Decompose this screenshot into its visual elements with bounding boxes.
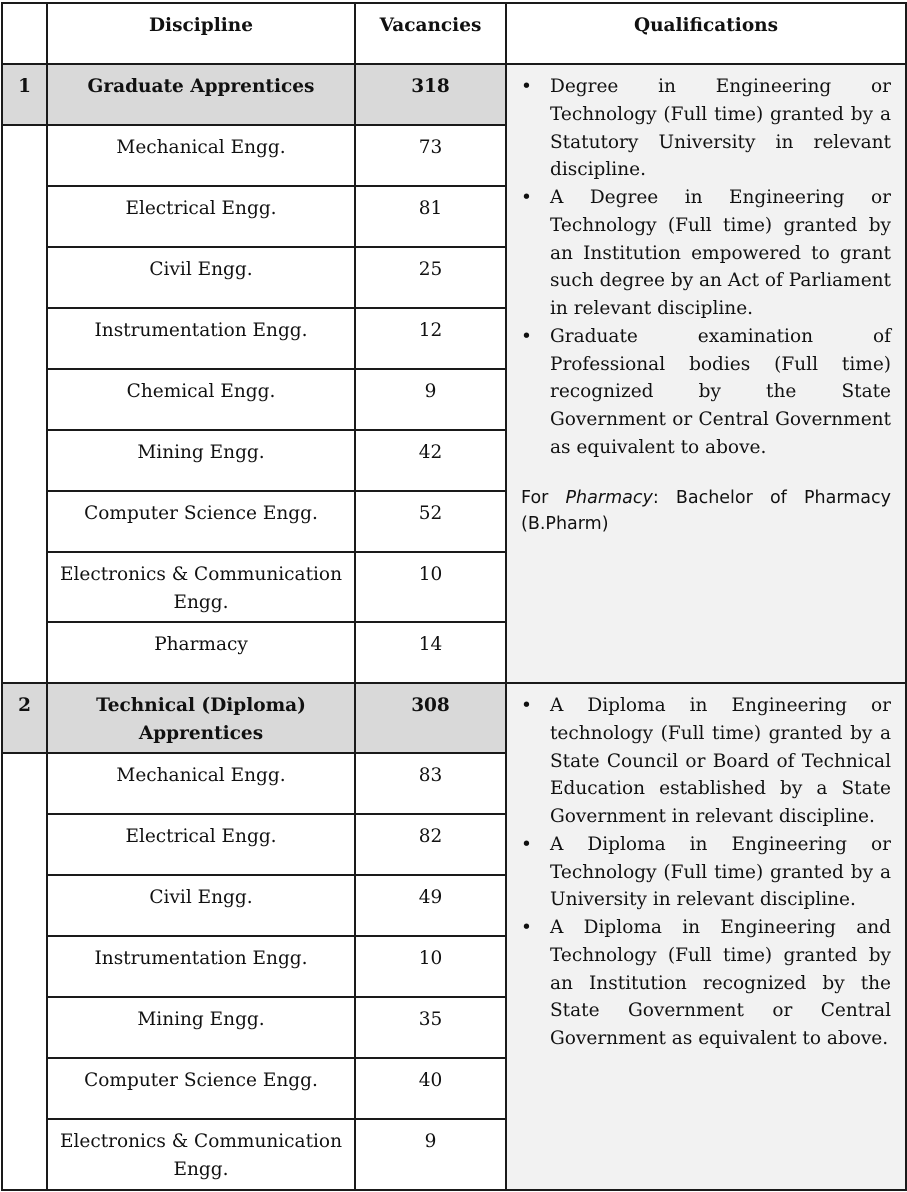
qualification-item: • A Degree in Engineering or Technology (Full time) granted by an Institution empowered to grant such degree by an Act of Parliament in relevant discipline. <box>521 184 891 323</box>
discipline-cell: Computer Science Engg. <box>47 491 355 552</box>
vacancy-table <box>1 2 907 1191</box>
vacancies-cell: 49 <box>355 875 506 936</box>
discipline-cell: Mining Engg. <box>47 430 355 491</box>
qualification-item: • Degree in Engineering or Technology (Full time) granted by a Statutory University in relevant discipline. <box>521 73 891 184</box>
discipline-cell: Computer Science Engg. <box>47 1058 355 1119</box>
vacancies-cell: 9 <box>355 1119 506 1190</box>
blank-number-cell <box>2 125 47 683</box>
section-title: Technical (Diploma) Apprentices <box>47 683 355 753</box>
discipline-cell: Civil Engg. <box>47 247 355 308</box>
qualifications-cell <box>506 683 906 1190</box>
section-number: 1 <box>2 64 47 125</box>
discipline-cell: Civil Engg. <box>47 875 355 936</box>
discipline-cell: Chemical Engg. <box>47 369 355 430</box>
vacancies-cell: 12 <box>355 308 506 369</box>
vacancies-cell: 10 <box>355 552 506 622</box>
header-discipline: Discipline <box>47 3 355 64</box>
header-number <box>2 3 47 64</box>
section-row <box>2 64 906 125</box>
pharmacy-note-suffix: : Bachelor of Pharmacy (B.Pharm) <box>521 487 891 534</box>
pharmacy-note-prefix: For <box>521 487 566 508</box>
header-vacancies: Vacancies <box>355 3 506 64</box>
vacancies-cell: 82 <box>355 814 506 875</box>
discipline-cell: Mining Engg. <box>47 997 355 1058</box>
discipline-cell: Mechanical Engg. <box>47 753 355 814</box>
discipline-cell: Pharmacy <box>47 622 355 683</box>
blank-number-cell <box>2 753 47 1190</box>
qualification-item: • A Diploma in Engineering and Technology (Full time) granted by an Institution recognized by the State Government or Central Government as equivalent to above. <box>521 914 891 1053</box>
vacancies-cell: 25 <box>355 247 506 308</box>
vacancies-cell: 81 <box>355 186 506 247</box>
vacancies-cell: 73 <box>355 125 506 186</box>
discipline-cell: Instrumentation Engg. <box>47 308 355 369</box>
qualification-list <box>521 73 891 462</box>
discipline-cell: Electronics & Communication Engg. <box>47 1119 355 1190</box>
vacancies-cell: 9 <box>355 369 506 430</box>
discipline-cell: Electrical Engg. <box>47 814 355 875</box>
section-row <box>2 683 906 753</box>
discipline-cell: Electronics & Communication Engg. <box>47 552 355 622</box>
section-number: 2 <box>2 683 47 753</box>
vacancies-cell: 10 <box>355 936 506 997</box>
discipline-cell: Instrumentation Engg. <box>47 936 355 997</box>
qualification-item: • A Diploma in Engineering or technology (Full time) granted by a State Council or Board of Technical Education established by a State Government in relevant discipline. <box>521 692 891 831</box>
header-qualifications: Qualifications <box>506 3 906 64</box>
vacancies-cell: 14 <box>355 622 506 683</box>
vacancies-cell: 35 <box>355 997 506 1058</box>
section-total: 308 <box>355 683 506 753</box>
vacancies-cell: 42 <box>355 430 506 491</box>
discipline-cell: Mechanical Engg. <box>47 125 355 186</box>
qualifications-cell <box>506 64 906 683</box>
qualification-list <box>521 692 891 1053</box>
discipline-cell: Electrical Engg. <box>47 186 355 247</box>
pharmacy-note-italic: Pharmacy <box>565 487 653 508</box>
qualification-item: • A Diploma in Engineering or Technology (Full time) granted by a University in relevant discipline. <box>521 831 891 914</box>
vacancies-cell: 83 <box>355 753 506 814</box>
vacancies-cell: 52 <box>355 491 506 552</box>
qualification-item: • Graduate examination of Professional bodies (Full time) recognized by the State Government or Central Government as equivalent to above. <box>521 323 891 462</box>
section-total: 318 <box>355 64 506 125</box>
vacancies-cell: 40 <box>355 1058 506 1119</box>
header-row <box>2 3 906 64</box>
section-title: Graduate Apprentices <box>47 64 355 125</box>
pharmacy-note <box>521 485 891 538</box>
